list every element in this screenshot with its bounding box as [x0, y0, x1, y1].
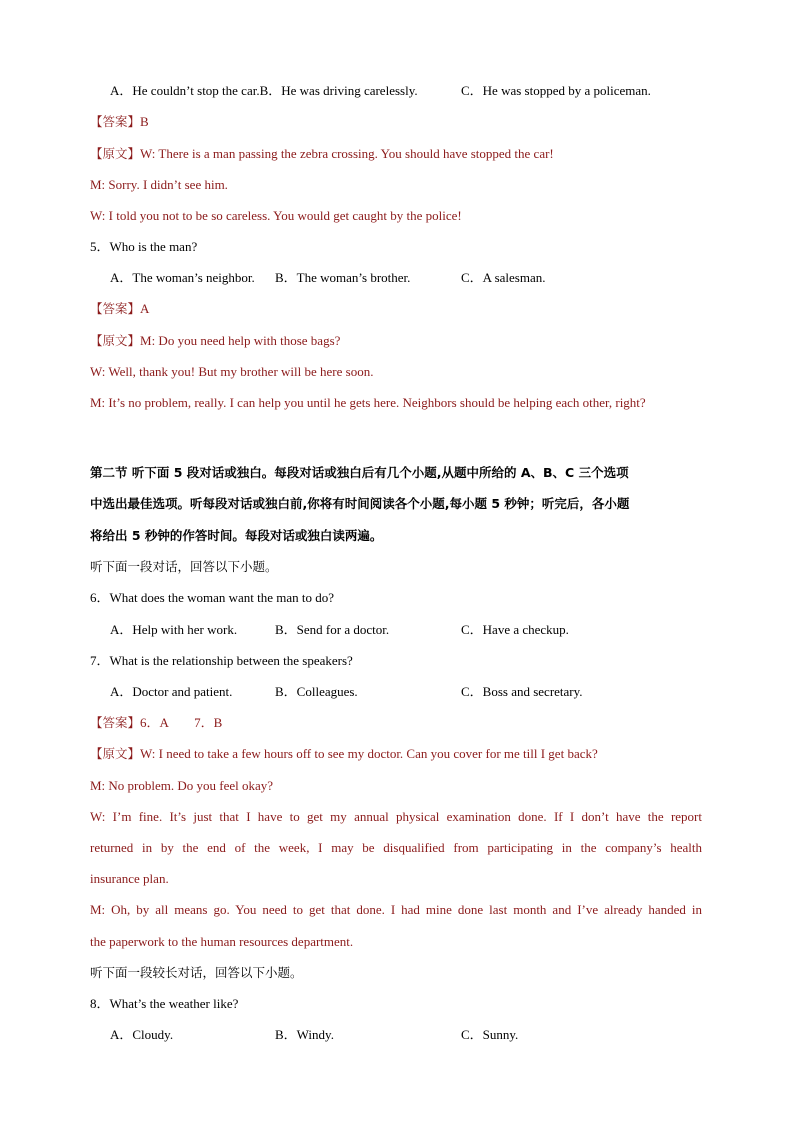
q5-script-line-2: W: Well, thank you! But my brother will be here soon.	[90, 364, 374, 379]
answer-tag: 【答案】	[90, 301, 141, 316]
q7-question: 7．What is the relationship between the speakers?	[90, 653, 353, 668]
q5-script-line-1	[90, 332, 702, 350]
q7-script-line-1	[90, 745, 702, 763]
q5-option-c: C．A salesman.	[461, 270, 546, 285]
script-text: W: There is a man passing the zebra crossing. You should have stopped the car!	[140, 146, 554, 161]
q7-script-line-2: M: No problem. Do you feel okay?	[90, 778, 274, 793]
q7-script-line-6: M: Oh, by all means go. You need to get that done. I had mine done last month and I’ve already handed in	[90, 902, 702, 917]
q6-option-c: C．Have a checkup.	[461, 622, 569, 637]
script-tag: 【原文】	[90, 146, 141, 161]
q6-option-a: A．Help with her work.	[110, 622, 238, 637]
q7-script-line-3: W: I’m fine. It’s just that I have to get my annual physical examination done. If I don’t have the report	[90, 809, 702, 824]
answer-tag: 【答案】	[90, 114, 141, 129]
q5-answer	[90, 300, 702, 318]
answer-value: B	[140, 114, 149, 129]
section2-instruction-2: 中选出最佳选项。听每段对话或独白前,你将有时间阅读各个小题,每小题 5 秒钟；听完后，各小题	[90, 496, 630, 511]
q7-script-line-5: insurance plan.	[90, 871, 169, 886]
q5-option-a: A．The woman’s neighbor.	[110, 270, 255, 285]
q4-option-ab: A．He couldn’t stop the car.B．He was driving carelessly.	[110, 83, 418, 98]
q4-script-line-1	[90, 145, 702, 163]
q4-script-line-2: M: Sorry. I didn’t see him.	[90, 177, 228, 192]
q5-question: 5．Who is the man?	[90, 239, 198, 254]
section2-instruction-1: 第二节 听下面 5 段对话或独白。每段对话或独白后有几个小题,从题中所给的 A、B、C 三个选项	[90, 465, 629, 480]
answer-value: A	[140, 301, 150, 316]
q4-option-c: C．He was stopped by a policeman.	[461, 83, 651, 98]
q4-script-line-3: W: I told you not to be so careless. You would get caught by the police!	[90, 208, 462, 223]
section2-instruction-3: 将给出 5 秒钟的作答时间。每段对话或独白读两遍。	[90, 528, 383, 543]
script-text: W: I need to take a few hours off to see my doctor. Can you cover for me till I get back?	[140, 746, 598, 761]
q8-question: 8．What’s the weather like?	[90, 996, 239, 1011]
q8-option-a: A．Cloudy.	[110, 1027, 174, 1042]
script-text: M: Do you need help with those bags?	[140, 333, 341, 348]
answer-tag: 【答案】	[90, 715, 141, 730]
q7-script-line-4: returned in by the end of the week, I may be disqualified from participating in the company’s health	[90, 840, 702, 855]
dialogue-prompt-1: 听下面一段对话，回答以下小题。	[90, 559, 278, 574]
q8-option-c: C．Sunny.	[461, 1027, 519, 1042]
script-tag: 【原文】	[90, 333, 141, 348]
q6-option-b: B．Send for a doctor.	[275, 622, 390, 637]
q5-script-line-3: M: It’s no problem, really. I can help you until he gets here. Neighbors should be helping each other, right?	[90, 395, 646, 410]
q8-option-b: B．Windy.	[275, 1027, 334, 1042]
q6-q7-answer	[90, 714, 702, 732]
q7-option-c: C．Boss and secretary.	[461, 684, 583, 699]
answer-value: 6．A 7．B	[140, 715, 223, 730]
dialogue-prompt-2: 听下面一段较长对话，回答以下小题。	[90, 965, 303, 980]
q7-script-line-7: the paperwork to the human resources department.	[90, 934, 354, 949]
q4-answer	[90, 113, 702, 131]
q5-option-b: B．The woman’s brother.	[275, 270, 411, 285]
script-tag: 【原文】	[90, 746, 141, 761]
q6-question: 6．What does the woman want the man to do?	[90, 590, 335, 605]
q7-option-a: A．Doctor and patient.	[110, 684, 233, 699]
q7-option-b: B．Colleagues.	[275, 684, 358, 699]
